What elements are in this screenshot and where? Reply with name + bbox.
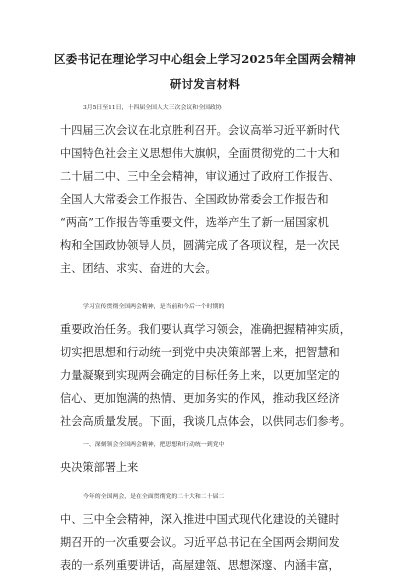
paragraph-3-line-4: 表的一系列重要讲话，高屋建瓴、思想深邃、内涵丰富， <box>60 559 340 572</box>
document-title-line-1: 区委书记在理论学习中心组会上学习2025年全国两会精神 <box>54 52 356 66</box>
section-heading-line-2: 央决策部署上来 <box>60 461 139 474</box>
paragraph-3-line-2: 中、三中全会精神，深入推进中国式现代化建设的关键时 <box>60 513 340 526</box>
paragraph-1-line-4: 二十届二中、三中全会精神，审议通过了政府工作报告、 <box>60 170 340 183</box>
paragraph-3-line-1: 今年的全国两会，是在全面贯彻党的二十大和二十届二 <box>83 494 225 500</box>
paragraph-3-line-3: 期召开的一次重要会议。习近平总书记在全国两会期间发 <box>60 536 340 549</box>
paragraph-1-line-6: “两高”工作报告等重要文件，选举产生了新一届国家机 <box>60 216 329 229</box>
paragraph-1-line-8: 主、团结、求实、奋进的大会。 <box>60 262 217 275</box>
paragraph-2-line-5: 信心、更加饱满的热情、更加务实的作风，推动我区经济 <box>60 392 340 405</box>
paragraph-2-line-6: 社会高质量发展。下面，我谈几点体会，以供同志们参考。 <box>60 415 351 428</box>
paragraph-1-line-2: 十四届三次会议在北京胜利召开。会议高举习近平新时代 <box>60 124 340 137</box>
paragraph-1-line-5: 全国人大常委会工作报告、全国政协常委会工作报告和 <box>60 193 329 206</box>
paragraph-1-line-7: 构和全国政协领导人员，圆满完成了各项议程，是一次民 <box>60 239 340 252</box>
section-heading-line-1: 一、深刻领会全国两会精神，把思想和行动统一到党中 <box>83 442 225 448</box>
document-title-line-2: 研讨发言材料 <box>169 77 241 91</box>
paragraph-2-line-3: 切实把思想和行动统一到党中央决策部署上来，把智慧和 <box>60 346 340 359</box>
paragraph-1-line-1: 3月5日至11日，十四届全国人大三次会议和全国政协 <box>83 105 222 111</box>
paragraph-1-line-3: 中国特色社会主义思想伟大旗帜，全面贯彻党的二十大和 <box>60 147 340 160</box>
paragraph-2-line-4: 力量凝聚到实现两会确定的目标任务上来，以更加坚定的 <box>60 369 340 382</box>
paragraph-2-line-1: 学习宣传贯彻全国两会精神，是当前和今后一个时期的 <box>83 304 225 310</box>
paragraph-2-line-2: 重要政治任务。我们要认真学习领会，准确把握精神实质， <box>60 323 351 336</box>
